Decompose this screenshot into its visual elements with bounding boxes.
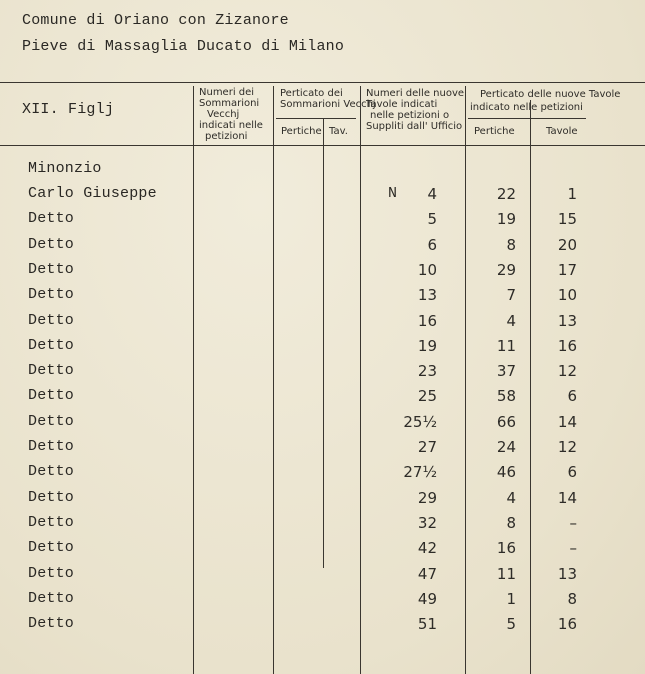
row-number: 49 xyxy=(417,590,437,608)
row-tavole: 8 xyxy=(567,590,577,608)
row-tavole: 15 xyxy=(557,210,577,228)
row-number: 4 xyxy=(427,185,437,203)
col-divider-1 xyxy=(193,86,194,674)
header-pieve: Pieve di Massaglia Ducato di Milano xyxy=(22,38,345,55)
row-tavole: 6 xyxy=(567,387,577,405)
row-tavole: 12 xyxy=(557,362,577,380)
row-pertiche: 46 xyxy=(496,463,516,481)
row-pertiche: 37 xyxy=(496,362,516,380)
first-line-minonzio: Minonzio xyxy=(28,160,102,177)
row-number: 27 xyxy=(417,438,437,456)
table-top-rule xyxy=(0,82,645,83)
row-name: Detto xyxy=(28,210,75,227)
row-name: Detto xyxy=(28,413,75,430)
row-name: Detto xyxy=(28,438,75,455)
col-divider-2b xyxy=(323,118,324,568)
header-perticato-vecchi: Perticato dei Sommarioni Vecchj xyxy=(280,88,376,110)
perticato-nuove-subrule xyxy=(468,118,586,119)
row-number: 13 xyxy=(417,286,437,304)
row-name: Detto xyxy=(28,539,75,556)
row-pertiche: 4 xyxy=(506,489,516,507)
row-pertiche: 8 xyxy=(506,236,516,254)
row-pertiche: 8 xyxy=(506,514,516,532)
row-pertiche: 7 xyxy=(506,286,516,304)
row-number: 25½ xyxy=(403,413,437,431)
row-number: 6 xyxy=(427,236,437,254)
row-tavole: 1 xyxy=(567,185,577,203)
row-pertiche: 5 xyxy=(506,615,516,633)
row-number: 25 xyxy=(417,387,437,405)
subheader-tav-old: Tav. xyxy=(329,126,348,137)
header-perticato-nuove: Perticato delle nuove Tavole indicato nelle petizioni xyxy=(470,89,621,113)
row-tavole: 17 xyxy=(557,261,577,279)
row-tavole: 16 xyxy=(557,615,577,633)
row-name: Detto xyxy=(28,337,75,354)
row-name: Detto xyxy=(28,312,75,329)
row-number: 16 xyxy=(417,312,437,330)
row-tavole: 13 xyxy=(557,312,577,330)
col-divider-2 xyxy=(273,86,274,674)
row-name: Detto xyxy=(28,463,75,480)
row-number: 42 xyxy=(417,539,437,557)
row-pertiche: 22 xyxy=(496,185,516,203)
row-number: 47 xyxy=(417,565,437,583)
row-pertiche: 29 xyxy=(496,261,516,279)
row-name: Detto xyxy=(28,261,75,278)
row-tavole: 10 xyxy=(557,286,577,304)
row-number: 10 xyxy=(417,261,437,279)
row-pertiche: 11 xyxy=(496,565,516,583)
subheader-tavole-new: Tavole xyxy=(546,126,578,137)
row-name: Carlo Giuseppe xyxy=(28,185,157,202)
section-title: XII. Figlj xyxy=(22,101,115,118)
row-tavole: 6 xyxy=(567,463,577,481)
subheader-pertiche-old: Pertiche xyxy=(281,126,322,137)
row-pertiche: 4 xyxy=(506,312,516,330)
row-pertiche: 1 xyxy=(506,590,516,608)
row-pertiche: 66 xyxy=(496,413,516,431)
subheader-pertiche-new: Pertiche xyxy=(474,126,515,137)
header-commune: Comune di Oriano con Zizanore xyxy=(22,12,289,29)
header-numeri-vecchi: Numeri dei Sommarioni Vecchj indicati nelle petizioni xyxy=(199,87,263,142)
row-number: 5 xyxy=(427,210,437,228)
row-number: 29 xyxy=(417,489,437,507)
row-tavole: 16 xyxy=(557,337,577,355)
row-pertiche: 11 xyxy=(496,337,516,355)
row-name: Detto xyxy=(28,362,75,379)
row-tavole: – xyxy=(569,539,577,557)
row-tavole: 14 xyxy=(557,489,577,507)
row-tavole: 20 xyxy=(557,236,577,254)
row-pertiche: 24 xyxy=(496,438,516,456)
row-number: 32 xyxy=(417,514,437,532)
row-number: 27½ xyxy=(403,463,437,481)
row-name: Detto xyxy=(28,236,75,253)
col-divider-5 xyxy=(530,100,531,674)
row-name: Detto xyxy=(28,565,75,582)
row-tavole: 12 xyxy=(557,438,577,456)
row-name: Detto xyxy=(28,514,75,531)
row-name: Detto xyxy=(28,489,75,506)
header-numeri-nuove: Numeri delle nuove Tavole indicati nelle petizioni o Suppliti dall' Ufficio xyxy=(366,88,465,132)
row-name: Detto xyxy=(28,590,75,607)
row-pertiche: 16 xyxy=(496,539,516,557)
col-divider-3 xyxy=(360,86,361,674)
n-marker: N xyxy=(388,185,398,202)
row-name: Detto xyxy=(28,286,75,303)
row-number: 19 xyxy=(417,337,437,355)
row-name: Detto xyxy=(28,615,75,632)
row-pertiche: 58 xyxy=(496,387,516,405)
row-tavole: 14 xyxy=(557,413,577,431)
row-number: 51 xyxy=(417,615,437,633)
row-tavole: – xyxy=(569,514,577,532)
row-pertiche: 19 xyxy=(496,210,516,228)
perticato-vecchi-subrule xyxy=(276,118,356,119)
row-name: Detto xyxy=(28,387,75,404)
col-divider-4 xyxy=(465,86,466,674)
row-number: 23 xyxy=(417,362,437,380)
row-tavole: 13 xyxy=(557,565,577,583)
